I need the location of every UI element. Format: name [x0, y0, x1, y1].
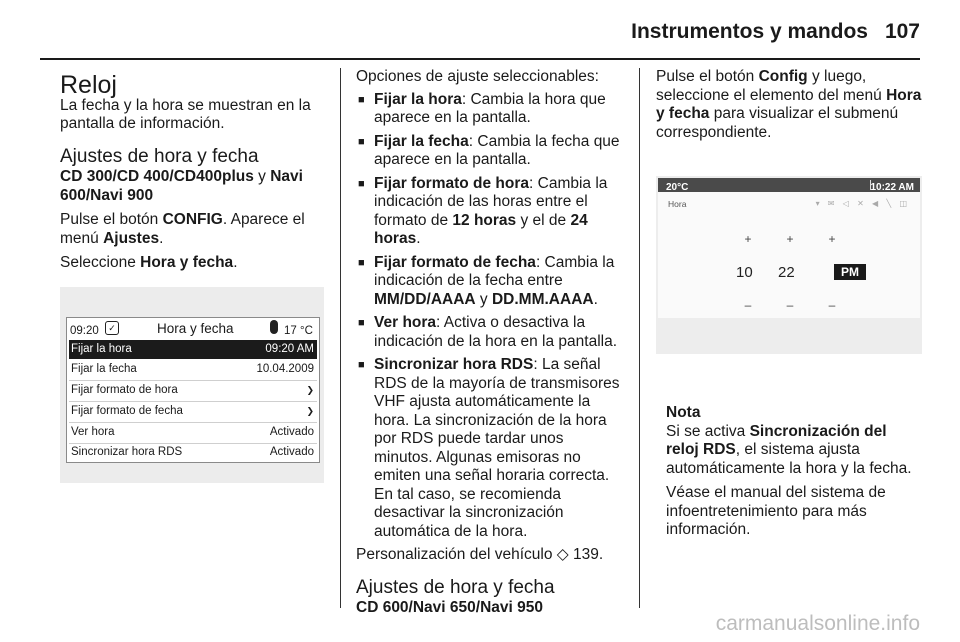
- note-text: Véase el manual del sistema de infoentretenimiento para más información.: [666, 484, 886, 538]
- screen-title: Hora y fecha: [157, 320, 234, 336]
- note-box: [656, 404, 922, 540]
- thermometer-icon: [270, 320, 278, 334]
- minute-value: 22: [778, 264, 795, 281]
- minute-minus-button[interactable]: –: [786, 298, 794, 312]
- hour-value: 10: [736, 264, 753, 281]
- chevron-right-icon: ❯: [306, 384, 314, 395]
- minute-plus-button[interactable]: +: [786, 232, 794, 246]
- screen-top-bar: [67, 318, 319, 338]
- menu-row-rds-sync[interactable]: Sincronizar hora RDS Activado: [71, 445, 314, 458]
- chevron-right-icon: ❯: [306, 405, 314, 416]
- header-title: Instrumentos y mandos: [631, 20, 868, 43]
- screen-time-illustration: [656, 176, 922, 354]
- screen-display: [658, 178, 920, 318]
- option-item: ■ Fijar la hora: Cambia la hora que aparece en la pantalla.: [356, 91, 626, 128]
- status-icons: ▾ ✉ ◁ ✕ ◀ ╲ ◫: [815, 199, 910, 208]
- screen-display: [66, 317, 320, 463]
- hour-minus-button[interactable]: –: [744, 298, 752, 312]
- column-divider: [639, 68, 640, 608]
- check-icon: ✓: [105, 321, 119, 335]
- screen-label: Hora: [668, 199, 687, 209]
- column-1: [60, 68, 324, 495]
- screen-temperature: 17 °C: [284, 324, 313, 337]
- option-item: ■ Fijar formato de hora: Cambia la indicación de las horas entre el formato de 12 horas y el de 24 horas.: [356, 175, 626, 249]
- note-text: Si se activa Sincronización del reloj RDS, el sistema ajusta automáticamente la hora y la fecha.: [666, 422, 912, 477]
- ampm-plus-button[interactable]: +: [828, 232, 836, 246]
- page-header: [0, 0, 960, 60]
- screen-status-bar: [658, 178, 920, 192]
- model-list: CD 600/Navi 650/Navi 950: [356, 599, 543, 616]
- options-list: [356, 91, 626, 542]
- intro-text: La fecha y la hora se muestran en la pantalla de información.: [60, 96, 311, 132]
- instruction-select: Seleccione Hora y fecha.: [60, 254, 238, 271]
- menu-row-set-date[interactable]: Fijar la fecha 10.04.2009: [71, 362, 314, 375]
- section-heading: Reloj: [60, 71, 117, 99]
- instruction-config: Pulse el botón Config y luego, seleccione el elemento del menú Hora y fecha para visualizar el submenú correspondiente.: [656, 68, 922, 141]
- ampm-minus-button[interactable]: –: [828, 298, 836, 312]
- instruction-config: Pulse el botón CONFIG. Aparece el menú Ajustes.: [60, 211, 305, 247]
- option-item: ■ Fijar la fecha: Cambia la fecha que aparece en la pantalla.: [356, 133, 626, 170]
- options-intro: Opciones de ajuste seleccionables:: [356, 68, 599, 85]
- screen-temperature: 20°C: [666, 182, 689, 193]
- reference-arrow-icon: ◇: [556, 546, 569, 563]
- option-item: ■ Ver hora: Activa o desactiva la indicación de la hora en la pantalla.: [356, 314, 626, 351]
- option-item: ■ Fijar formato de fecha: Cambia la indicación de la fecha entre MM/DD/AAAA y DD.MM.AAAA.: [356, 254, 626, 310]
- ampm-value: PM: [834, 264, 866, 280]
- note-title: Nota: [666, 404, 701, 421]
- hour-plus-button[interactable]: +: [744, 232, 752, 246]
- subsection-heading: Ajustes de hora y fecha: [356, 576, 555, 598]
- menu-row-set-time[interactable]: Fijar la hora 09:20 AM: [69, 340, 317, 359]
- menu-row-time-format[interactable]: Fijar formato de hora ❯: [69, 381, 317, 400]
- watermark: carmanualsonline.info: [715, 612, 920, 635]
- cross-reference: Personalización del vehículo ◇ 139.: [356, 546, 604, 563]
- column-divider: [340, 68, 341, 608]
- option-item: ■ Sincronizar hora RDS: La señal RDS de la mayoría de transmisores VHF ajusta automáticamente la hora. La sincronización de la hora por RDS puede tardar unos minutos. Algunas emisoras no emiten una señal horaria correcta. En tal caso, se recomienda desactivar la sincronización automática de la hora.: [356, 356, 626, 541]
- header-rule: [40, 58, 920, 60]
- subsection-heading: Ajustes de hora y fecha: [60, 145, 259, 167]
- screen-time: 09:20: [70, 324, 99, 337]
- column-2: [356, 68, 626, 624]
- page-number: 107: [884, 20, 920, 43]
- menu-row-date-format[interactable]: Fijar formato de fecha ❯: [69, 402, 317, 421]
- screen-settings-illustration: [60, 287, 324, 483]
- model-list: CD 300/CD 400/CD400plus y Navi 600/Navi 900: [60, 168, 303, 204]
- screen-clock: 10:22 AM: [870, 182, 914, 193]
- menu-row-show-time[interactable]: Ver hora Activado: [71, 425, 314, 438]
- column-3: [656, 68, 922, 546]
